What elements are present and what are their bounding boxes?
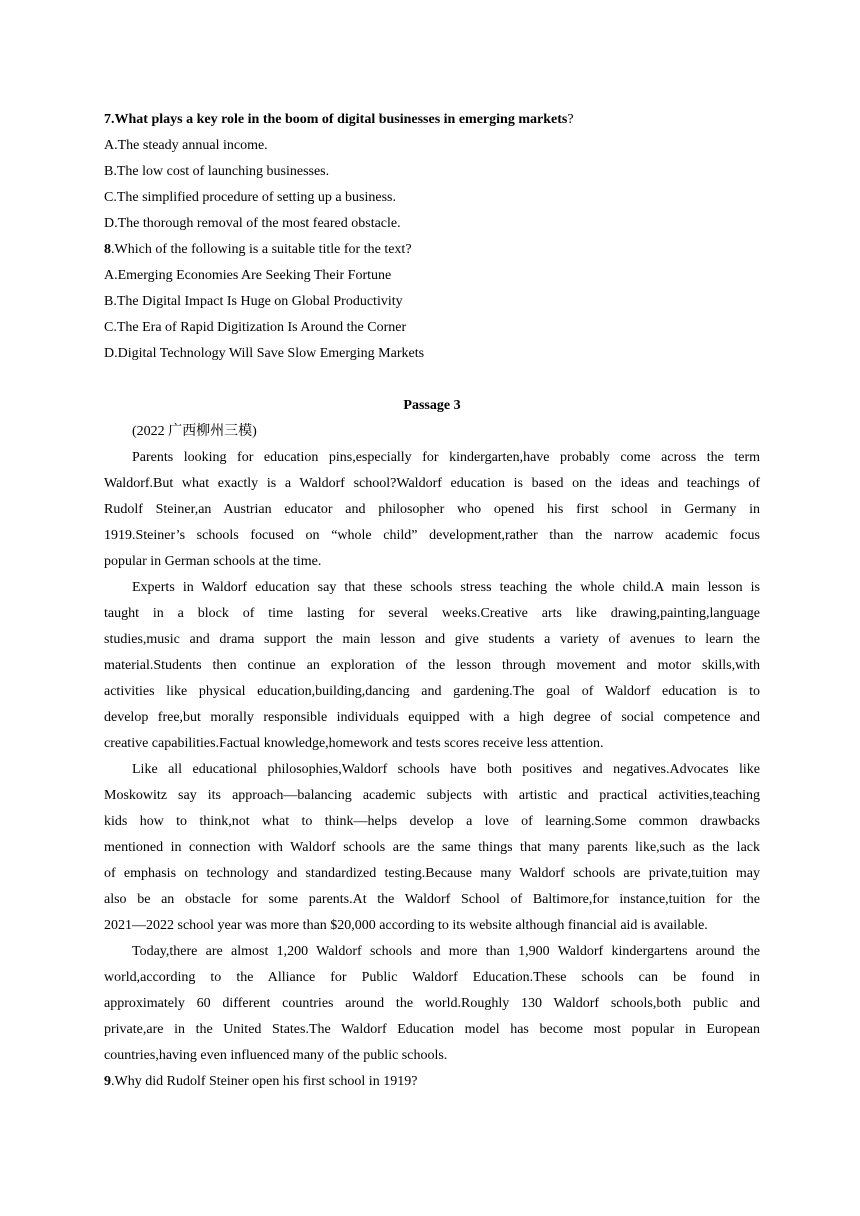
- question-7-option-d: D.The thorough removal of the most feared obstacle.: [104, 216, 401, 231]
- question-number: 9: [104, 1074, 111, 1089]
- spacer: [104, 367, 760, 393]
- paragraph-line: also be an obstacle for some parents.At the Waldorf School of Baltimore,for instance,tuition for the: [104, 892, 760, 907]
- question-9-stem: [104, 1069, 760, 1095]
- paragraph-line: of emphasis on technology and standardized testing.Because many Waldorf schools are private,tuition may: [104, 866, 760, 881]
- paragraph-line: Experts in Waldorf education say that these schools stress teaching the whole child.A main lesson is: [132, 580, 760, 595]
- question-mark: ?: [567, 112, 574, 127]
- paragraph-line: Parents looking for education pins,especially for kindergarten,have probably come across the term: [132, 450, 760, 465]
- paragraph-line: Waldorf.But what exactly is a Waldorf school?Waldorf education is based on the ideas and teachings of: [104, 476, 760, 491]
- passage-title: Passage 3: [403, 398, 461, 413]
- question-8-stem: [104, 237, 760, 263]
- paragraph-line: kids how to think,not what to think—helps develop a love of learning.Some common drawbacks: [104, 814, 760, 829]
- paragraph-line: popular in German schools at the time.: [104, 554, 322, 569]
- passage-source: (2022 广西柳州三模): [132, 424, 257, 439]
- paragraph-line: creative capabilities.Factual knowledge,homework and tests scores receive less attention.: [104, 736, 604, 751]
- paragraph-line: Today,there are almost 1,200 Waldorf schools and more than 1,900 Waldorf kindergartens around the: [132, 944, 760, 959]
- paragraph-line: world,according to the Alliance for Public Waldorf Education.These schools can be found in: [104, 970, 760, 985]
- paragraph-line: Rudolf Steiner,an Austrian educator and philosopher who opened his first school in Germany in: [104, 502, 760, 517]
- question-7-option-b: B.The low cost of launching businesses.: [104, 164, 330, 179]
- document-page: [104, 107, 760, 1095]
- paragraph-line: studies,music and drama support the main lesson and give students a variety of avenues to learn the: [104, 632, 760, 647]
- question-7-option-c: C.The simplified procedure of setting up a business.: [104, 190, 396, 205]
- paragraph-line: develop free,but morally responsible individuals equipped with a high degree of social competence and: [104, 710, 760, 725]
- paragraph-line: 1919.Steiner’s schools focused on “whole child” development,rather than the narrow academic focus: [104, 528, 760, 543]
- paragraph-line: Like all educational philosophies,Waldorf schools have both positives and negatives.Advocates like: [132, 762, 760, 777]
- passage-paragraph-3: [104, 757, 760, 939]
- paragraph-line: material.Students then continue an exploration of the lesson through movement and motor skills,with: [104, 658, 760, 673]
- question-8-option-a: A.Emerging Economies Are Seeking Their Fortune: [104, 268, 392, 283]
- paragraph-line: approximately 60 different countries around the world.Roughly 130 Waldorf schools,both public and: [104, 996, 760, 1011]
- paragraph-line: countries,having even influenced many of the public schools.: [104, 1048, 448, 1063]
- question-number: 7: [104, 112, 111, 127]
- question-8-option-b: B.The Digital Impact Is Huge on Global Productivity: [104, 294, 403, 309]
- paragraph-line: Moskowitz say its approach—balancing academic subjects with artistic and practical activities,teaching: [104, 788, 760, 803]
- question-8-option-d: D.Digital Technology Will Save Slow Emerging Markets: [104, 346, 425, 361]
- question-8-option-c: C.The Era of Rapid Digitization Is Around the Corner: [104, 320, 407, 335]
- paragraph-line: mentioned in connection with Waldorf schools are the same things that many parents like,such as the lack: [104, 840, 760, 855]
- paragraph-line: taught in a block of time lasting for several weeks.Creative arts like drawing,painting,language: [104, 606, 760, 621]
- paragraph-line: 2021—2022 school year was more than $20,000 according to its website although financial aid is available.: [104, 918, 708, 933]
- paragraph-line: activities like physical education,building,dancing and gardening.The goal of Waldorf education is to: [104, 684, 760, 699]
- passage-paragraph-4: [104, 939, 760, 1069]
- question-text: .Why did Rudolf Steiner open his first school in 1919?: [111, 1074, 418, 1089]
- paragraph-line: private,are in the United States.The Waldorf Education model has become most popular in European: [104, 1022, 760, 1037]
- question-number: 8: [104, 242, 111, 257]
- question-text: .What plays a key role in the boom of digital businesses in emerging markets: [111, 112, 568, 127]
- question-text: .Which of the following is a suitable title for the text?: [111, 242, 412, 257]
- question-7-option-a: A.The steady annual income.: [104, 138, 268, 153]
- passage-paragraph-1: [104, 445, 760, 575]
- passage-paragraph-2: [104, 575, 760, 757]
- question-7-stem: [104, 107, 760, 133]
